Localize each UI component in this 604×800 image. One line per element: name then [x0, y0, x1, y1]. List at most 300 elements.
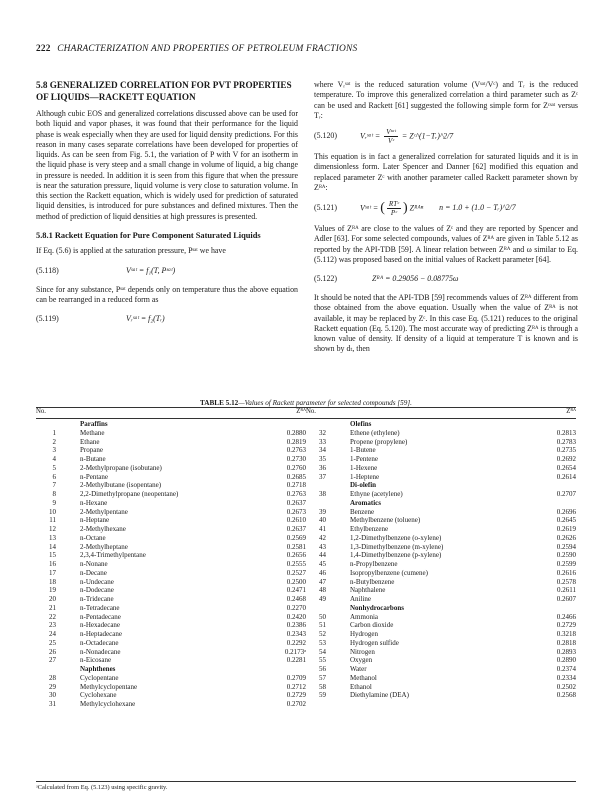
cell-name: Diethylamine (DEA): [350, 691, 409, 700]
left-column: [36, 80, 298, 333]
table-row: [306, 630, 576, 639]
cell-no: 8: [52, 490, 56, 498]
equation-mid: Zᴿᴬⁿ: [409, 203, 424, 213]
cell-val: [536, 420, 576, 429]
cell-val: [266, 665, 306, 674]
cell-name: Carbon dioxide: [350, 621, 394, 630]
cell-name: Aromatics: [350, 498, 381, 507]
cell-val: 0.2527: [286, 568, 306, 577]
cell-no: 12: [49, 525, 56, 533]
cell-name: Paraffins: [80, 420, 108, 428]
equation-body: Zᴿᴬ = 0.29056 − 0.08775ω: [372, 273, 459, 283]
cell-name: n-Pentane: [80, 472, 108, 481]
cell-name: Ethylbenzene: [350, 525, 389, 533]
table-row: [36, 613, 306, 622]
table-rule-bottom: [36, 781, 576, 782]
cell-no: 57: [319, 673, 326, 682]
cell-val: [266, 420, 306, 429]
cell-name: Benzene: [350, 507, 375, 516]
cell-val: 0.2880: [286, 428, 306, 437]
cell-name: n-Octadecane: [80, 638, 119, 647]
table-row: [36, 429, 306, 438]
cell-name: n-Butylbenzene: [350, 577, 395, 586]
cell-val: 0.2555: [286, 560, 306, 568]
cell-name: Methane: [80, 428, 105, 437]
cell-no: 41: [319, 525, 326, 533]
table-footnote: ᵃCalculated from Eq. (5.123) using specific gravity.: [36, 784, 168, 791]
table-row: [306, 534, 576, 543]
table-rows: [306, 420, 576, 700]
cell-val: 0.2656: [286, 551, 306, 560]
cell-name: n-Octane: [80, 533, 106, 542]
cell-val: 0.2626: [556, 533, 576, 542]
table-row: [36, 691, 306, 700]
cell-name: Cyclopentane: [80, 673, 119, 682]
cell-name: n-Undecane: [80, 577, 114, 586]
table-row: [306, 438, 576, 447]
cell-no: 19: [49, 586, 56, 595]
cell-name: Aniline: [350, 595, 371, 603]
table-row: [306, 613, 576, 622]
table-row: [306, 446, 576, 455]
cell-name: 2-Methylpentane: [80, 507, 128, 516]
table-row: [306, 648, 576, 657]
cell-val: 0.2890: [556, 656, 576, 665]
cell-no: 56: [319, 665, 326, 673]
cell-no: 23: [49, 621, 56, 630]
table-header: [306, 408, 576, 417]
table-row: [36, 499, 306, 508]
table-group-heading: [306, 420, 576, 429]
paragraph: Since for any substance, Pˢᵃᵗ depends only on temperature thus the above equation can be rearranged in a reduced form as: [36, 284, 298, 304]
header-no: No.: [306, 408, 317, 415]
cell-val: 0.2468: [286, 595, 306, 603]
equation-number: (5.118): [36, 265, 59, 275]
cell-no: 17: [49, 568, 56, 577]
cell-val: 0.2709: [286, 673, 306, 682]
cell-no: 36: [319, 463, 326, 472]
cell-name: 1-Butene: [350, 446, 376, 455]
cell-val: 0.2281: [286, 656, 306, 665]
cell-no: [306, 481, 350, 490]
cell-no: 34: [319, 446, 326, 455]
table-row: [36, 534, 306, 543]
cell-name: Ethanol: [350, 682, 372, 691]
table-row: [306, 578, 576, 587]
equation-rhs: = Zᶜ^(1−Tᵣ)^2/7: [401, 131, 454, 141]
cell-val: 0.2763: [286, 446, 306, 455]
cell-val: 0.2637: [286, 498, 306, 507]
table-group-heading: [306, 481, 576, 490]
table-row: [36, 464, 306, 473]
paragraph: If Eq. (5.6) is applied at the saturation pressure, Pˢᵃᵗ we have: [36, 246, 226, 256]
cell-no: 30: [49, 691, 56, 700]
cell-no: [36, 665, 80, 674]
cell-val: 0.2374: [556, 665, 576, 673]
table-row: [306, 674, 576, 683]
cell-no: 54: [319, 647, 326, 656]
table-caption: —Values of Rackett parameter for selected compounds [59].: [238, 399, 412, 407]
cell-no: 27: [49, 656, 56, 665]
left-paren: (: [380, 200, 385, 216]
cell-no: 51: [319, 621, 326, 630]
cell-val: 0.2173ᵃ: [284, 647, 306, 656]
cell-name: Propane: [80, 446, 103, 455]
cell-val: 0.2819: [286, 437, 306, 446]
paragraph: Although cubic EOS and generalized correlations discussed above can be used for both liquid and vapor phases, it was found that their performance for the liquid phase is weak especially when they are used for liquid density predictions. For this reason in many cases separate correlations have been developed for properties of liquids. As can be seen from Fig. 5.1, the variation of P with V for an isotherm in the liquid phase is very steep and a small change in volume of liquid, a big change in pressure is needed. In addition it is seen from this figure that when the pressure is near the saturation pressure, liquid volume is very close to saturation volume. In this section the Rackett equation, which is widely used for prediction of saturated liquid densities, is introduced for pure substances and defined mixtures. Then the method of prediction of liquid densities at high pressures is presented.: [36, 109, 298, 221]
table-rows: [36, 420, 306, 709]
cell-val: 0.2386: [286, 621, 306, 630]
table-row: [306, 464, 576, 473]
cell-name: Isopropylbenzene (cumene): [350, 568, 428, 577]
equation-fraction: [384, 128, 398, 145]
header-no: No.: [36, 408, 47, 415]
cell-val: 0.2729: [556, 621, 576, 630]
subsection-title: 5.8.1 Rackett Equation for Pure Component Saturated Liquids: [36, 230, 261, 240]
cell-val: 0.2763: [286, 490, 306, 498]
cell-no: 10: [49, 507, 56, 516]
cell-no: 35: [319, 455, 326, 463]
table-row: [306, 455, 576, 464]
table-row: [36, 569, 306, 578]
cell-no: 37: [319, 472, 326, 481]
cell-no: 6: [52, 472, 56, 481]
cell-val: 0.2578: [556, 577, 576, 586]
cell-no: 39: [319, 507, 326, 516]
cell-val: 0.2818: [556, 638, 576, 647]
cell-name: Oxygen: [350, 656, 373, 665]
table-row: [306, 473, 576, 482]
cell-no: 53: [319, 638, 326, 647]
section-title: 5.8 GENERALIZED CORRELATION FOR PVT PROPERTIES OF LIQUIDS—RACKETT EQUATION: [36, 80, 292, 102]
cell-name: Methanol: [350, 673, 377, 682]
table-row: [36, 586, 306, 595]
cell-no: 11: [49, 516, 56, 525]
table-row: [306, 516, 576, 525]
fraction-denominator: Vᶜ: [387, 137, 395, 145]
cell-val: 0.2614: [556, 472, 576, 481]
cell-no: [306, 499, 350, 508]
cell-val: 0.2619: [556, 525, 576, 533]
page-number: 222: [36, 44, 51, 54]
cell-no: [306, 420, 350, 429]
cell-no: 47: [319, 577, 326, 586]
cell-val: 0.2569: [286, 533, 306, 542]
table-row: [36, 560, 306, 569]
cell-name: Hydrogen: [350, 630, 378, 638]
cell-name: n-Heptane: [80, 516, 110, 525]
cell-val: 0.2343: [286, 630, 306, 638]
table-row: [36, 551, 306, 560]
cell-name: Methylcyclohexane: [80, 700, 136, 708]
table-row: [306, 639, 576, 648]
table-row: [306, 665, 576, 674]
table-group-heading: [306, 499, 576, 508]
cell-val: 0.2654: [556, 463, 576, 472]
table-row: [306, 621, 576, 630]
cell-name: 2-Methylhexane: [80, 525, 126, 533]
cell-no: 3: [52, 446, 56, 455]
cell-no: 29: [49, 682, 56, 691]
equation-number: (5.120): [314, 131, 338, 141]
table-group-heading: [36, 420, 306, 429]
table-row: [306, 560, 576, 569]
cell-no: 9: [52, 498, 56, 507]
cell-name: n-Eicosane: [80, 656, 112, 665]
cell-no: 15: [49, 551, 56, 560]
table-row: [306, 691, 576, 700]
cell-no: 38: [319, 490, 326, 498]
cell-val: 0.2616: [556, 568, 576, 577]
cell-name: Naphthenes: [80, 665, 116, 673]
paragraph: Values of Zᴿᴬ are close to the values of Zᶜ and they are reported by Spencer and Adler [63]. For some selected compounds, values of Zᴿᴬ are given in Table 5.12 as reported by the API-TDB [59]. A linear relation between Zᴿᴬ and ω similar to Eq. (5.112) was proposed based on the initial values of Rackett parameter [64].: [314, 224, 578, 264]
equation-body: [360, 200, 516, 217]
cell-name: 2-Methylbutane (isopentane): [80, 481, 162, 490]
equation-fraction: [387, 200, 401, 217]
cell-no: 45: [319, 560, 326, 568]
cell-val: 0.2607: [556, 595, 576, 603]
cell-val: 0.2637: [286, 525, 306, 533]
cell-name: Di-olefin: [350, 481, 377, 490]
cell-val: 0.2718: [286, 481, 306, 490]
equation-number: (5.121): [314, 203, 338, 213]
table-row: [36, 438, 306, 447]
cell-val: 0.2581: [286, 542, 306, 551]
cell-val: 0.2730: [286, 455, 306, 463]
cell-val: [536, 604, 576, 613]
table-row: [36, 473, 306, 482]
equation-number: (5.122): [314, 273, 338, 283]
cell-name: 2-Methylpropane (isobutane): [80, 463, 162, 472]
table-title: [36, 399, 576, 407]
cell-no: 44: [319, 551, 326, 560]
cell-name: 1-Heptene: [350, 472, 380, 481]
cell-name: n-Decane: [80, 568, 107, 577]
table-row: [306, 429, 576, 438]
equation-lhs: Vˢᵃᵗ =: [360, 203, 379, 213]
table-row: [36, 639, 306, 648]
cell-name: n-Propylbenzene: [350, 560, 398, 568]
cell-name: n-Nonane: [80, 560, 108, 568]
table-left-half: [36, 408, 306, 709]
cell-name: Propene (propylene): [350, 437, 408, 446]
table-row: [36, 683, 306, 692]
cell-name: Methylcyclopentane: [80, 682, 138, 691]
table-row: [306, 586, 576, 595]
right-paren: ): [402, 200, 408, 216]
header-name: [350, 408, 536, 417]
header-name: [80, 408, 266, 417]
cell-val: 0.2420: [286, 612, 306, 621]
cell-name: Ammonia: [350, 612, 378, 621]
cell-val: 0.2893: [556, 647, 576, 656]
cell-name: Naphthalene: [350, 586, 386, 595]
table-right-half: [306, 408, 576, 700]
table-row: [306, 525, 576, 534]
cell-no: 48: [319, 586, 326, 595]
cell-name: 2-Methylheptane: [80, 542, 128, 551]
table-row: [36, 446, 306, 455]
cell-name: Methylbenzene (toluene): [350, 516, 421, 525]
cell-no: 50: [319, 612, 326, 621]
cell-val: 0.2783: [556, 437, 576, 446]
cell-name: n-Hexane: [80, 498, 108, 507]
cell-name: Olefins: [350, 420, 372, 428]
cell-val: 0.2611: [557, 586, 576, 595]
cell-val: 0.2292: [286, 638, 306, 647]
cell-val: 0.2471: [286, 586, 306, 595]
cell-val: 0.2673: [286, 507, 306, 516]
equation-5-120: [314, 128, 578, 145]
cell-no: 31: [49, 700, 56, 708]
cell-no: 7: [52, 481, 56, 490]
paragraph: This equation is in fact a generalized correlation for saturated liquids and it is in dimensionless form. Later Spencer and Danner [62] modified this equation and replaced parameter Zᶜ with another parameter called Rackett parameter shown by Zᴿᴬ:: [314, 152, 578, 192]
cell-val: [536, 499, 576, 508]
equation-rhs: n = 1.0 + (1.0 − Tᵣ)^2/7: [439, 203, 516, 213]
cell-val: 0.2712: [286, 682, 306, 691]
cell-no: [306, 604, 350, 613]
cell-name: Hydrogen sulfide: [350, 638, 399, 647]
cell-no: 20: [49, 595, 56, 603]
cell-name: 1,2-Dimethylbenzene (o-xylene): [350, 533, 442, 542]
cell-name: n-Dodecane: [80, 586, 114, 595]
fraction-denominator: Pᶜ: [390, 209, 397, 217]
cell-name: Ethene (ethylene): [350, 428, 400, 437]
table-row: [306, 490, 576, 499]
cell-val: 0.2735: [556, 446, 576, 455]
cell-name: n-Pentadecane: [80, 612, 121, 621]
cell-name: Nonhydrocarbons: [350, 603, 404, 612]
cell-no: 26: [49, 647, 56, 656]
cell-val: 0.2594: [556, 542, 576, 551]
cell-no: 28: [49, 673, 56, 682]
equation-5-118: [36, 264, 298, 278]
cell-name: 2,2-Dimethylpropane (neopentane): [80, 490, 179, 498]
cell-val: 0.2270: [286, 603, 306, 612]
cell-val: 0.2685: [286, 472, 306, 481]
table-row: [306, 683, 576, 692]
cell-no: 32: [319, 428, 326, 437]
cell-no: [36, 420, 80, 429]
fraction-numerator: Vˢᵃᵗ: [386, 128, 396, 136]
cell-val: 0.2813: [556, 428, 576, 437]
cell-name: n-Hexadecane: [80, 621, 121, 630]
cell-val: 0.3218: [556, 630, 576, 638]
cell-val: 0.2610: [286, 516, 306, 525]
table-row: [36, 516, 306, 525]
cell-name: 1-Hexene: [350, 463, 378, 472]
cell-name: n-Heptadecane: [80, 630, 122, 638]
table-group-heading: [36, 665, 306, 674]
cell-no: 25: [49, 638, 56, 647]
header-zra: Zᴿᴬ: [296, 408, 306, 415]
cell-name: Nitrogen: [350, 647, 375, 656]
cell-val: 0.2645: [556, 516, 576, 525]
cell-no: 59: [319, 691, 326, 700]
cell-no: 4: [52, 455, 56, 463]
cell-val: [536, 481, 576, 490]
cell-name: 1,3-Dimethylbenzene (m-xylene): [350, 542, 444, 551]
cell-name: n-Tetradecane: [80, 603, 120, 612]
cell-no: 1: [52, 428, 56, 437]
cell-name: n-Tridecane: [80, 595, 114, 603]
cell-no: 33: [319, 437, 326, 446]
cell-no: 46: [319, 568, 326, 577]
table-label: TABLE 5.12: [200, 399, 239, 407]
cell-no: 52: [319, 630, 326, 638]
cell-no: 49: [319, 595, 326, 603]
equation-number: (5.119): [36, 314, 59, 324]
cell-no: 13: [49, 533, 56, 542]
cell-no: 18: [49, 577, 56, 586]
right-column: [314, 80, 578, 359]
table-row: [36, 621, 306, 630]
table-row: [306, 551, 576, 560]
table-row: [36, 508, 306, 517]
table-row: [306, 569, 576, 578]
cell-val: 0.2334: [556, 673, 576, 682]
cell-no: 58: [319, 682, 326, 691]
header-zra: Zᴿᴬ: [566, 408, 576, 415]
cell-name: 1,4-Dimethylbenzene (p-xylene): [350, 551, 442, 560]
table-row: [306, 508, 576, 517]
cell-val: 0.2466: [556, 612, 576, 621]
table-row: [36, 578, 306, 587]
equation-5-122: [314, 272, 578, 286]
cell-val: 0.2729: [286, 691, 306, 700]
cell-val: 0.2599: [556, 560, 576, 568]
cell-no: 16: [49, 560, 56, 568]
cell-val: 0.2590: [556, 551, 576, 560]
cell-no: 2: [52, 437, 56, 446]
cell-no: 14: [49, 542, 56, 551]
cell-no: 5: [52, 463, 56, 472]
cell-val: 0.2692: [556, 455, 576, 463]
cell-name: Ethane: [80, 437, 100, 446]
table-row: [306, 656, 576, 665]
cell-val: 0.2568: [556, 691, 576, 700]
cell-no: 42: [319, 533, 326, 542]
table-row: [36, 525, 306, 534]
cell-name: Ethyne (acetylene): [350, 490, 403, 498]
cell-no: 40: [319, 516, 326, 525]
running-title: CHARACTERIZATION AND PROPERTIES OF PETROLEUM FRACTIONS: [57, 44, 358, 54]
table-group-heading: [306, 604, 576, 613]
cell-no: 24: [49, 630, 56, 638]
table-row: [36, 700, 306, 709]
cell-name: 1-Pentene: [350, 455, 378, 463]
cell-no: 43: [319, 542, 326, 551]
table-row: [36, 490, 306, 499]
equation-body: Vᵣˢᵃᵗ = f₂(Tᵣ): [126, 314, 165, 324]
table-header: [36, 408, 306, 417]
table-row: [36, 455, 306, 464]
cell-name: 2,3,4-Trimethylpentane: [80, 551, 146, 560]
paragraph: It should be noted that the API-TDB [59] recommends values of Zᴿᴬ different from those obtained from the above equation. Usually when the value of Zᴿᴬ is not available, it may be replaced by Zᶜ. In this case Eq. (5.121) reduces to the original Rackett equation (Eq. 5.120). The most accurate way of predicting Zᴿᴬ is through a known value of density. If density of a liquid at temperature T is known and is shown by dₜ, then: [314, 293, 578, 354]
table-row: [36, 604, 306, 613]
cell-val: 0.2696: [556, 507, 576, 516]
cell-name: Cyclohexane: [80, 691, 117, 700]
table-row: [306, 595, 576, 604]
cell-val: 0.2502: [556, 682, 576, 691]
cell-val: 0.2760: [286, 463, 306, 472]
table-row: [36, 543, 306, 552]
cell-no: 22: [49, 612, 56, 621]
table-row: [36, 674, 306, 683]
fraction-numerator: RTᶜ: [388, 200, 399, 208]
equation-5-119: [36, 312, 298, 326]
table-row: [36, 656, 306, 665]
